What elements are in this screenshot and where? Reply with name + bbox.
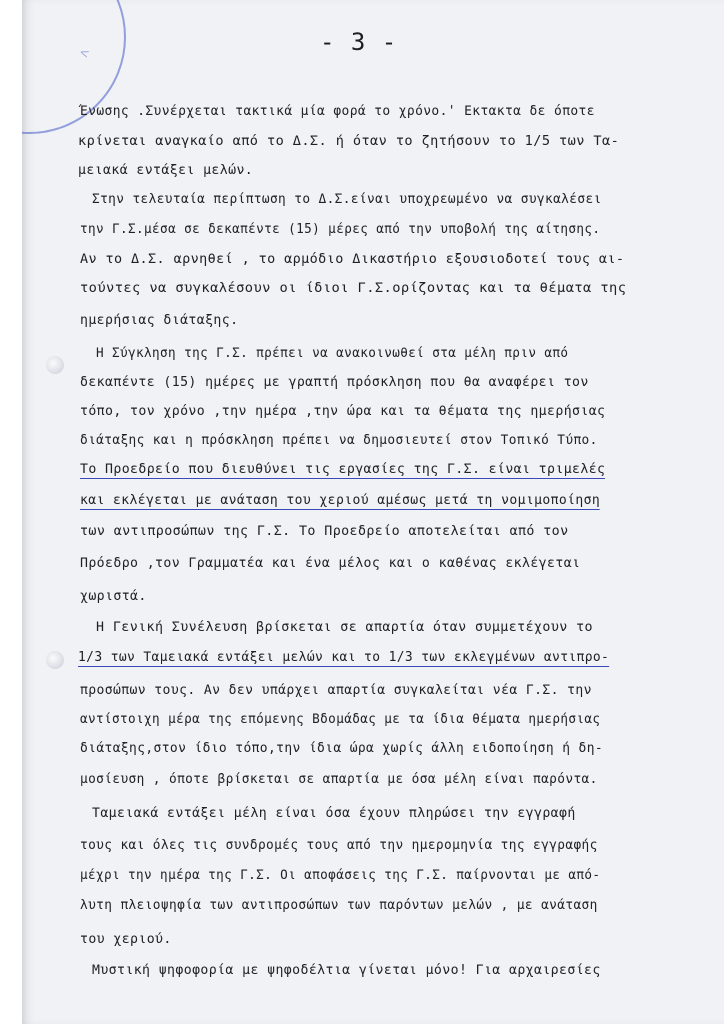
text-line: Πρόεδρο ,τον Γραμματέα και ένα μέλος και ο καθένας εκλέγεται (80, 556, 581, 571)
text-line: την Γ.Σ.μέσα σε δεκαπέντε (15) μέρες από την υποβολή της αίτησης. (80, 222, 601, 237)
page-number: - 3 - (320, 28, 398, 56)
text-line: λυτη πλειοψηφία των αντιπροσώπων των παρόντων μελών , με ανάταση (80, 898, 598, 913)
text-line: τούντες να συγκαλέσουν οι ίδιοι Γ.Σ.ορίζοντας και τα θέματα της (80, 281, 627, 296)
text-line: των αντιπροσώπων της Γ.Σ. Το Προεδρείο αποτελείται από τον (80, 524, 569, 539)
text-line: Αν το Δ.Σ. αρνηθεί , το αρμόδιο Δικαστήριο εξουσιοδοτεί τους αι- (80, 252, 625, 267)
text-line: δεκαπέντε (15) ημέρες με γραπτή πρόσκληση που θα αναφέρει τον (80, 375, 589, 390)
text-line: του χεριού. (80, 932, 172, 947)
text-line: προσώπων τους. Αν δεν υπάρχει απαρτία συγκαλείται νέα Γ.Σ. την (80, 683, 592, 698)
text-line: μοσίευση , όποτε βρίσκεται σε απαρτία με όσα μέλη είναι παρόντα. (80, 772, 598, 787)
stamp-mark: Λ (79, 48, 92, 59)
text-line: Στην τελευταία περίπτωση το Δ.Σ.είναι υποχρεωμένο να συγκαλέσει (92, 192, 602, 207)
text-line: Η Σύγκληση της Γ.Σ. πρέπει να ανακοινωθεί στα μέλη πριν από (96, 346, 569, 361)
text-line: μειακά εντάξει μελών. (78, 163, 254, 178)
text-line: 1/3 των Ταμειακά εντάξει μελών και το 1/3 των εκλεγμένων αντιπρο- (78, 650, 610, 665)
text-line: τόπο, τον χρόνο ,την ημέρα ,την ώρα και τα θέματα της ημερήσιας (80, 404, 606, 419)
text-line: κρίνεται αναγκαίο από το Δ.Σ. ή όταν το ζητήσουν το 1/5 των Τα- (78, 134, 620, 149)
text-line: διάταξης και η πρόσκληση πρέπει να δημοσιευτεί στον Τοπικό Τύπο. (80, 433, 598, 448)
text-line: τους και όλες τις συνδρομές τους από την ημερομηνία της εγγραφής (80, 838, 598, 853)
text-line: Ένωσης .Συνέρχεται τακτικά μία φορά το χρόνο.' Εκτακτα δε όποτε (80, 104, 595, 119)
text-line: αντίστοιχη μέρα της επόμενης Βδομάδας με τα ίδια θέματα ημερήσιας (80, 712, 601, 727)
text-line: χωριστά. (80, 589, 147, 604)
text-line: ημερήσιας διάταξης. (80, 313, 239, 328)
text-line: Ταμειακά εντάξει μέλη είναι όσα έχουν πληρώσει την εγγραφή (92, 806, 576, 821)
text-line: διάταξης,στον ίδιο τόπο,την ίδια ώρα χωρίς άλλη ειδοποίηση ή δη- (80, 741, 604, 756)
text-line: και εκλέγεται με ανάταση του χεριού αμέσως μετά τη νομιμοποίηση (80, 493, 601, 508)
text-line: Το Προεδρείο που διευθύνει τις εργασίες της Γ.Σ. είναι τριμελές (80, 462, 606, 477)
text-line: Μυστική ψηφοφορία με ψηφοδέλτια γίνεται μόνο! Για αρχαιρεσίες (92, 963, 601, 978)
text-line: Η Γενική Συνέλευση βρίσκεται σε απαρτία όταν συμμετέχουν το (96, 620, 593, 635)
text-line: μέχρι την ημέρα της Γ.Σ. Οι αποφάσεις της Γ.Σ. παίρνονται με από- (80, 868, 601, 883)
